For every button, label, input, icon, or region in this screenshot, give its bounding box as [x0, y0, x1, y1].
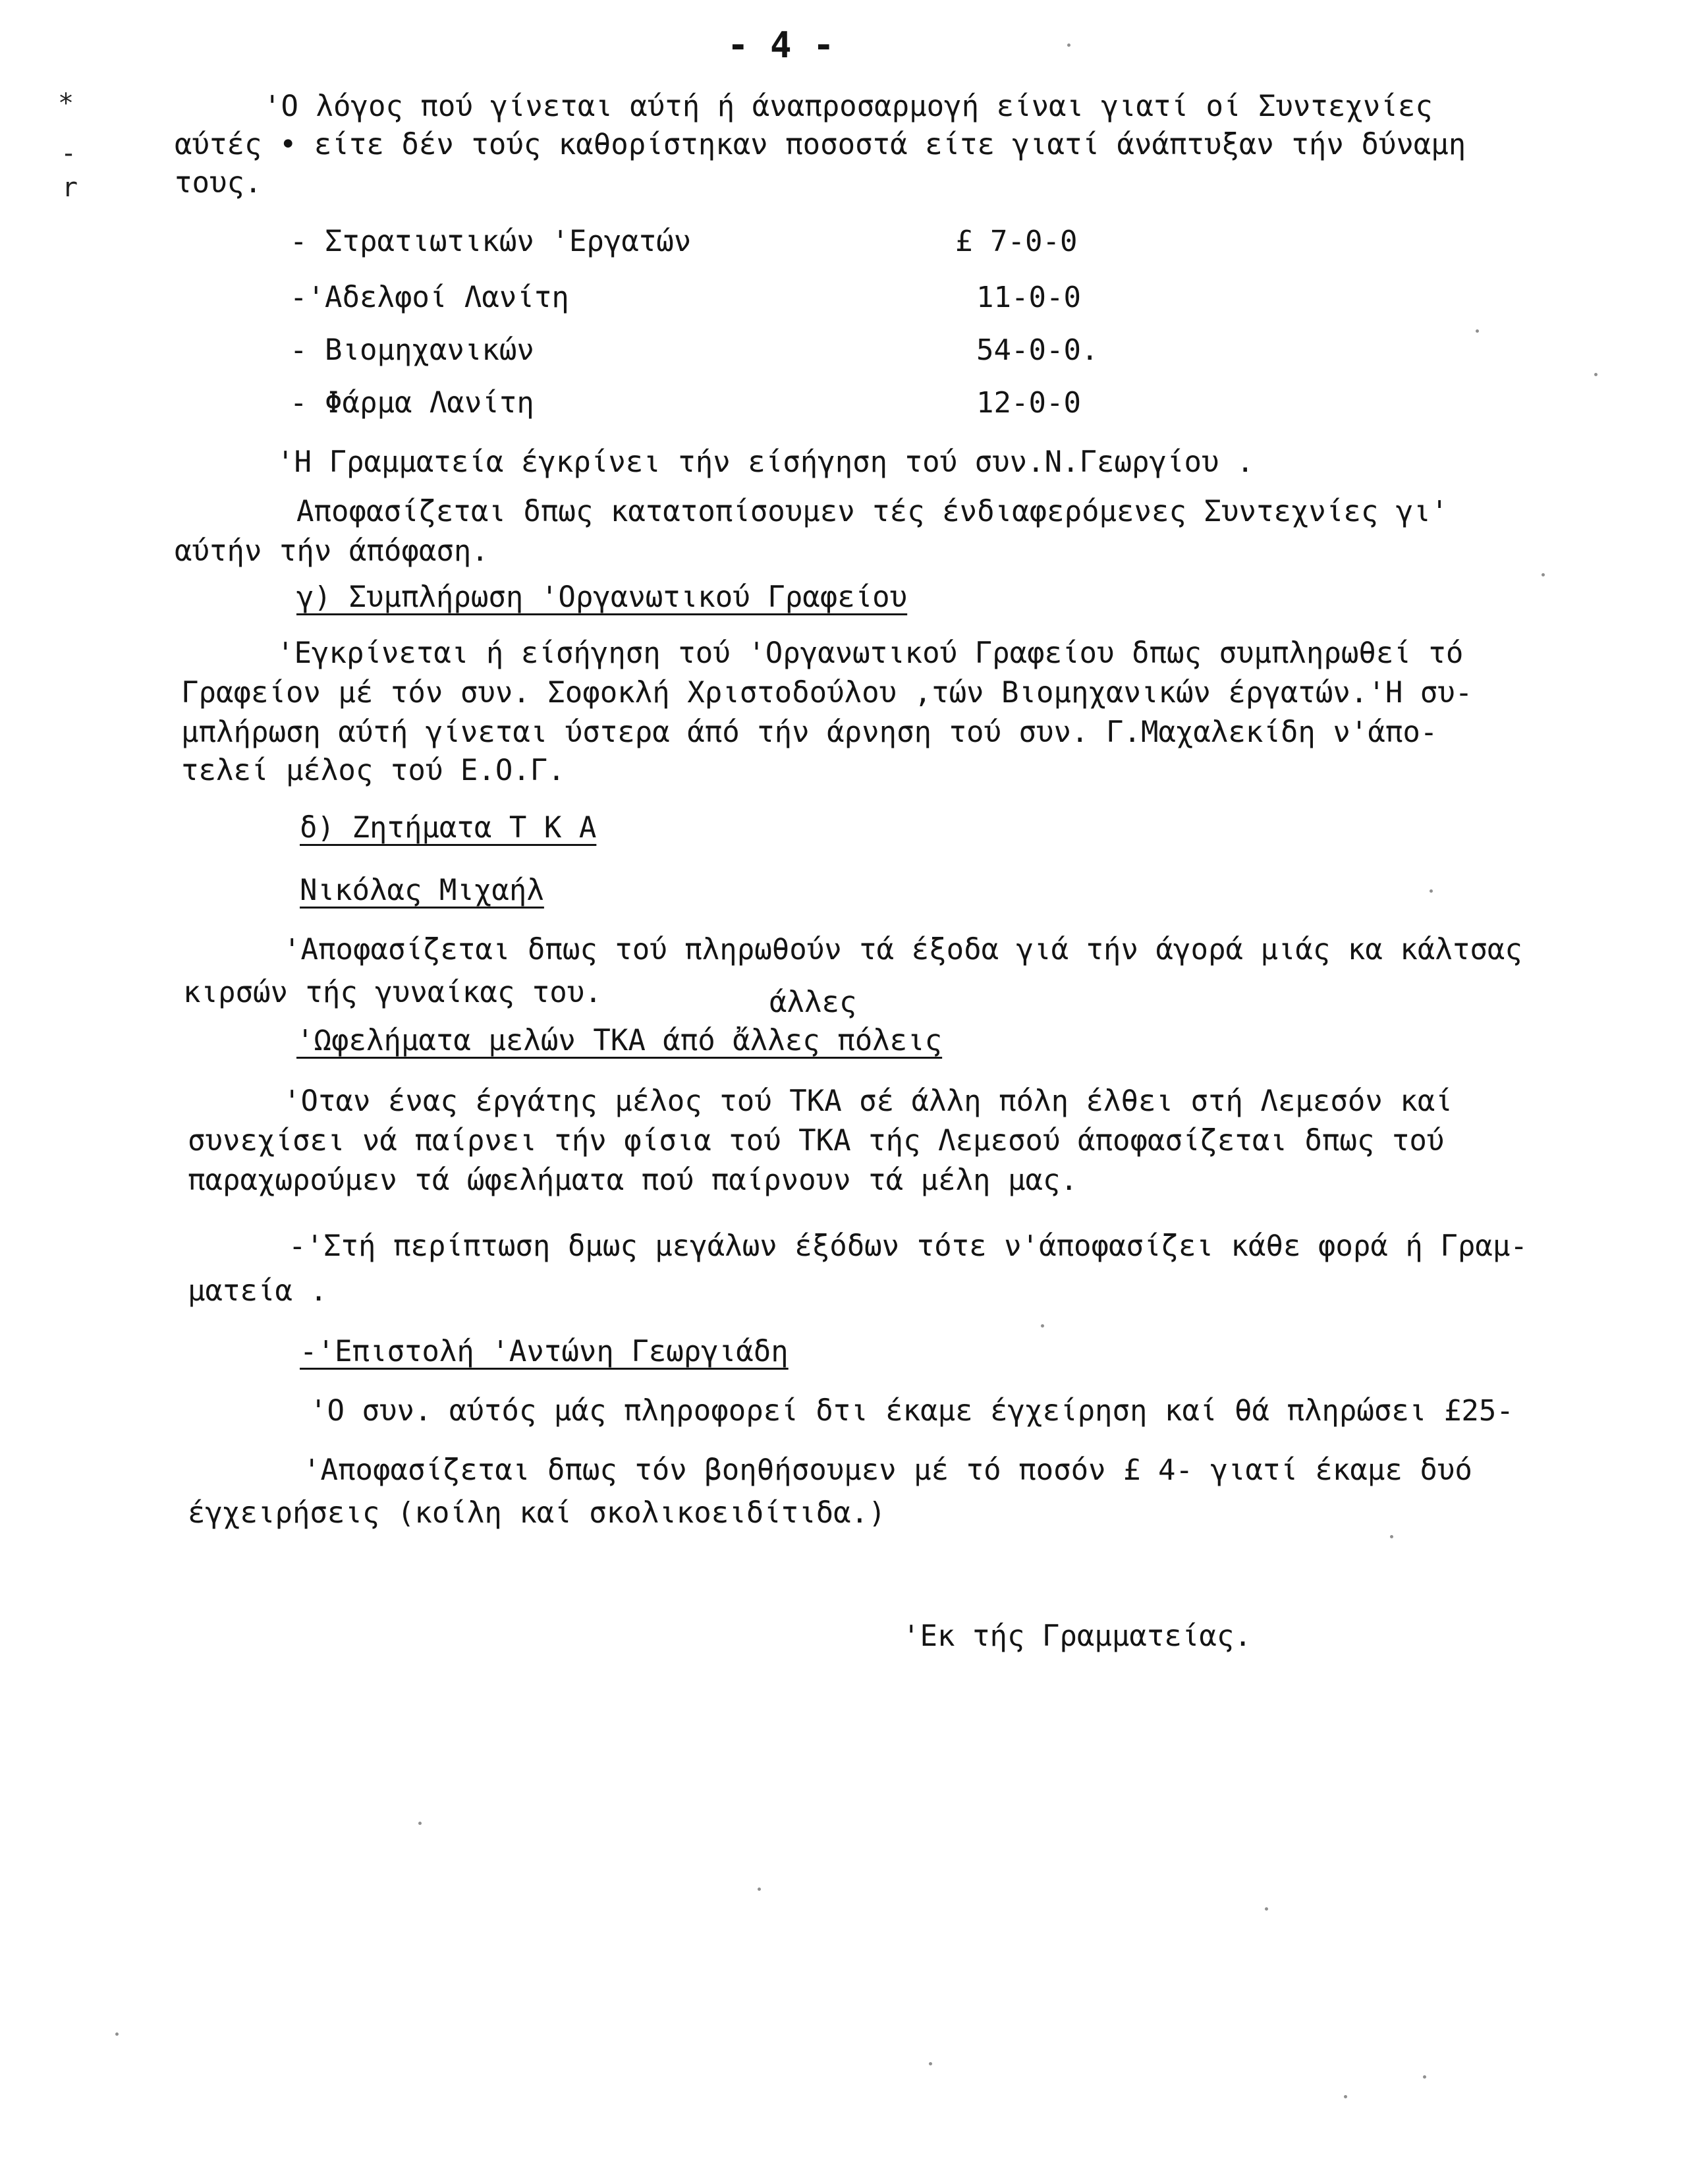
letter-line-2: 'Αποφασίζεται δπως τόν βοηθήσουμεν μέ τό ποσόν £ 4- γιατί έκαμε δυό: [303, 1453, 1472, 1487]
scan-speck: [1594, 373, 1598, 376]
scan-speck: [758, 1888, 761, 1891]
section-g-heading: γ) Συμπλήρωση 'Οργανωτικού Γραφείου: [296, 580, 908, 614]
scan-speck: [1476, 329, 1479, 333]
section-g-line-4: τελεί μέλος τού Ε.Ο.Γ.: [181, 754, 565, 787]
scan-speck: [1542, 573, 1545, 576]
allocation-amount-4: 12-0-0: [976, 386, 1081, 420]
letter-line-3: έγχειρήσεις (κοίλη καί σκολικοειδίτιδα.): [188, 1496, 886, 1530]
decision-line-1: Αποφασίζεται δπως κατατοπίσουμεν τές ένδιαφερόμενες Συντεχνίες γι': [296, 495, 1449, 528]
signature: 'Εκ τής Γραμματείας.: [903, 1619, 1252, 1653]
benefits-note-2: ματεία .: [188, 1274, 327, 1308]
scan-speck: [1390, 1535, 1393, 1538]
intro-line-2: αύτές • είτε δέν τούς καθορίστηκαν ποσοστά είτε γιατί άνάπτυξαν τήν δύναμη: [175, 128, 1466, 161]
scan-speck: [115, 2032, 119, 2036]
benefits-heading: 'Ωφελήματα μελών ΤΚΑ άπό ἄλλες πόλεις: [296, 1024, 943, 1057]
benefits-line-1: 'Οταν ένας έργάτης μέλος τού ΤΚΑ σέ άλλη πόλη έλθει στή Λεμεσόν καί: [283, 1084, 1453, 1118]
scan-speck: [929, 2062, 932, 2065]
letter-line-1: 'Ο συν. αύτός μάς πληροφορεί δτι έκαμε έγχείρηση καί θά πληρώσει £25-: [310, 1394, 1514, 1428]
scan-speck: [1041, 1324, 1044, 1328]
allocation-name-4: - Φάρμα Λανίτη: [290, 386, 534, 420]
approval-line: 'Η Γραμματεία έγκρίνει τήν είσήγηση τού συν.Ν.Γεωργίου .: [277, 445, 1254, 479]
decision-line-2: αύτήν τήν άπόφαση.: [175, 534, 489, 568]
allocation-amount-2: 11-0-0: [976, 281, 1081, 314]
section-d-subheading: Νικόλας Μιχαήλ: [300, 874, 544, 907]
allocation-name-2: -'Αδελφοί Λανίτη: [290, 281, 569, 314]
scan-speck: [1430, 889, 1433, 893]
margin-mark-r: r: [62, 173, 78, 203]
scan-speck: [1067, 43, 1070, 47]
section-g-line-1: 'Εγκρίνεται ή είσήγηση τού 'Οργανωτικού Γραφείου δπως συμπληρωθεί τό: [277, 636, 1464, 670]
intro-line-3: τους.: [175, 166, 262, 200]
letter-heading: -'Επιστολή 'Αντώνη Γεωργιάδη: [300, 1335, 789, 1368]
scan-speck: [1423, 2075, 1426, 2079]
section-d-line-1: 'Αποφασίζεται δπως τού πληρωθούν τά έξοδα γιά τήν άγορά μιάς κα κάλτσας: [283, 933, 1522, 966]
section-g-line-2: Γραφείον μέ τόν συν. Σοφοκλή Χριστοδούλου ,τών Βιομηχανικών έργατών.'Η συ-: [181, 676, 1473, 710]
scan-speck: [418, 1822, 422, 1825]
benefits-line-3: παραχωρούμεν τά ώφελήματα πού παίρνουν τά μέλη μας.: [188, 1163, 1078, 1197]
benefits-line-2: συνεχίσει νά παίρνει τήν φίσια τού ΤΚΑ τής Λεμεσού άποφασίζεται δπως τού: [188, 1124, 1445, 1158]
scan-speck: [1265, 1907, 1268, 1911]
allocation-amount-3: 54-0-0.: [976, 333, 1099, 367]
allocation-name-3: - Βιομηχανικών: [290, 333, 534, 367]
section-d-heading: δ) Ζητήματα Τ Κ Α: [300, 811, 597, 845]
section-d-line-2: κιρσών τής γυναίκας του.: [183, 976, 602, 1009]
handwritten-insertion: άλλες: [769, 986, 857, 1019]
page-number: - 4 -: [727, 24, 835, 66]
section-g-line-3: μπλήρωση αύτή γίνεται ύστερα άπό τήν άρνηση τού συν. Γ.Μαχαλεκίδη ν'άπο-: [181, 715, 1438, 749]
intro-line-1: 'Ο λόγος πού γίνεται αύτή ή άναπροσαρμογή είναι γιατί οί Συντεχνίες: [264, 90, 1433, 123]
allocation-amount-1: £ 7-0-0: [955, 225, 1078, 258]
benefits-note-1: -'Στή περίπτωση δμως μεγάλων έξόδων τότε ν'άποφασίζει κάθε φορά ή Γραμ-: [289, 1229, 1528, 1263]
scan-speck: [1344, 2095, 1347, 2098]
margin-mark-dash: -: [61, 138, 77, 169]
allocation-name-1: - Στρατιωτικών 'Εργατών: [290, 225, 692, 258]
margin-mark-star: *: [58, 88, 74, 119]
